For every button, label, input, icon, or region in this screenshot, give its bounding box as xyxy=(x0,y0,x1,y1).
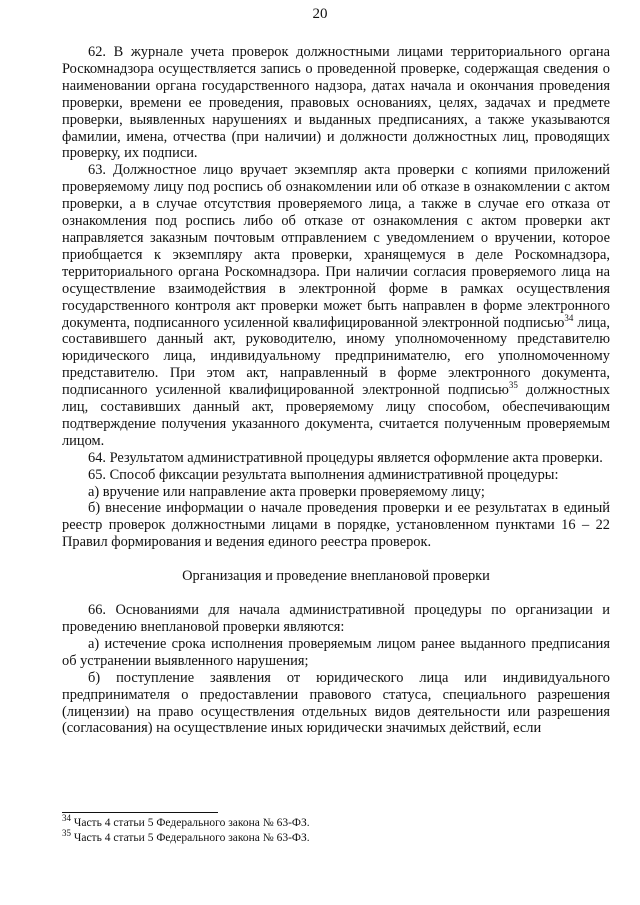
footnotes-block xyxy=(62,813,610,846)
paragraph-63 xyxy=(62,162,610,449)
paragraph-66-item-b: б) поступление заявления от юридического лица или индивидуального предпринимателя о предоставлении правового статуса, специального разрешения (лицензии) на право осуществления отдельных видов деятельности или разрешения (согласования) на осуществление иных юридически значимых действий, если xyxy=(62,669,610,737)
footnote-35 xyxy=(62,828,610,846)
footnote-ref-35[interactable]: 35 xyxy=(508,380,518,391)
footnote-separator xyxy=(62,812,218,813)
paragraph-63-text-part1: 63. Должностное лицо вручает экземпляр акта проверки с копиями приложений проверяемому лицу под роспись об ознакомлении или об отказе в ознакомлении с актом проверки, а в случае отсутствия проверяемого лица, а также в случае его отказа от ознакомления под роспись либо об отказе от ознакомления с актом проверки акт направляется заказным почтовым отправлением с уведомлением о вручении, которое приобщается к экземпляру акта проверки, хранящемуся в деле Роскомнадзора, территориального органа Роскомнадзора. При наличии согласия проверяемого лица на осуществление взаимодействия в электронной форме в рамках осуществления государственного контроля акт проверки может быть направлен в форме электронного документа, подписанного усиленной квалифицированной электронной подписью xyxy=(62,162,610,331)
paragraph-63-text-part3: должностных лиц, составивших данный акт, проверяемому лицу способом, обеспечивающим подтверждение получения указанного документа, считается полученным проверяемым лицом. xyxy=(62,382,610,449)
footnote-marker-34: 34 xyxy=(62,813,71,824)
footnote-34 xyxy=(62,813,610,831)
page-number: 20 xyxy=(312,6,328,22)
paragraph-66-item-a: а) истечение срока исполнения проверяемым лицом ранее выданного предписания об устранении выявленного нарушения; xyxy=(62,635,610,669)
footnote-35-text: Часть 4 статьи 5 Федерального закона № 63-ФЗ. xyxy=(71,832,310,844)
paragraph-64: 64. Результатом административной процедуры является оформление акта проверки. xyxy=(88,449,603,466)
footnote-34-text: Часть 4 статьи 5 Федерального закона № 63-ФЗ. xyxy=(71,817,310,829)
paragraph-62: 62. В журнале учета проверок должностными лицами территориального органа Роскомнадзора осуществляется запись о проведенной проверке, содержащая сведения о наименовании органа государственного надзора, датах начала и окончания проведения проверки, времени ее проведения, правовых основаниях, целях, задачах и предмете проверки, выявленных нарушениях и выданных предписаниях, а также указываются фамилии, имена, отчества (при наличии) и должности должностных лиц, проводящих проверку, их подписи. xyxy=(62,44,610,162)
paragraph-65-item-a: а) вручение или направление акта проверки проверяемому лицу; xyxy=(88,483,485,500)
paragraph-66: 66. Основаниями для начала административной процедуры по организации и проведению внеплановой проверки являются: xyxy=(62,602,610,635)
paragraph-65: 65. Способ фиксации результата выполнения административной процедуры: xyxy=(88,466,559,483)
footnote-ref-34[interactable]: 34 xyxy=(564,312,574,323)
document-body xyxy=(62,44,610,737)
section-heading: Организация и проведение внеплановой проверки xyxy=(182,568,490,585)
footnote-marker-35: 35 xyxy=(62,828,71,839)
paragraph-63-text-part2: лица, составившего данный акт, руководителю, иному уполномоченному представителю юридического лица, индивидуальному предпринимателю, его уполномоченному представителю. При этом акт, направленный в форме электронного документа, подписанного усиленной квалифицированной электронной подписью xyxy=(62,314,610,399)
paragraph-65-item-b: б) внесение информации о начале проведения проверки и ее результатах в единый реестр проверок должностными лицами в порядке, установленном пунктами 16 – 22 Правил формирования и ведения единого реестра проверок. xyxy=(62,500,610,551)
